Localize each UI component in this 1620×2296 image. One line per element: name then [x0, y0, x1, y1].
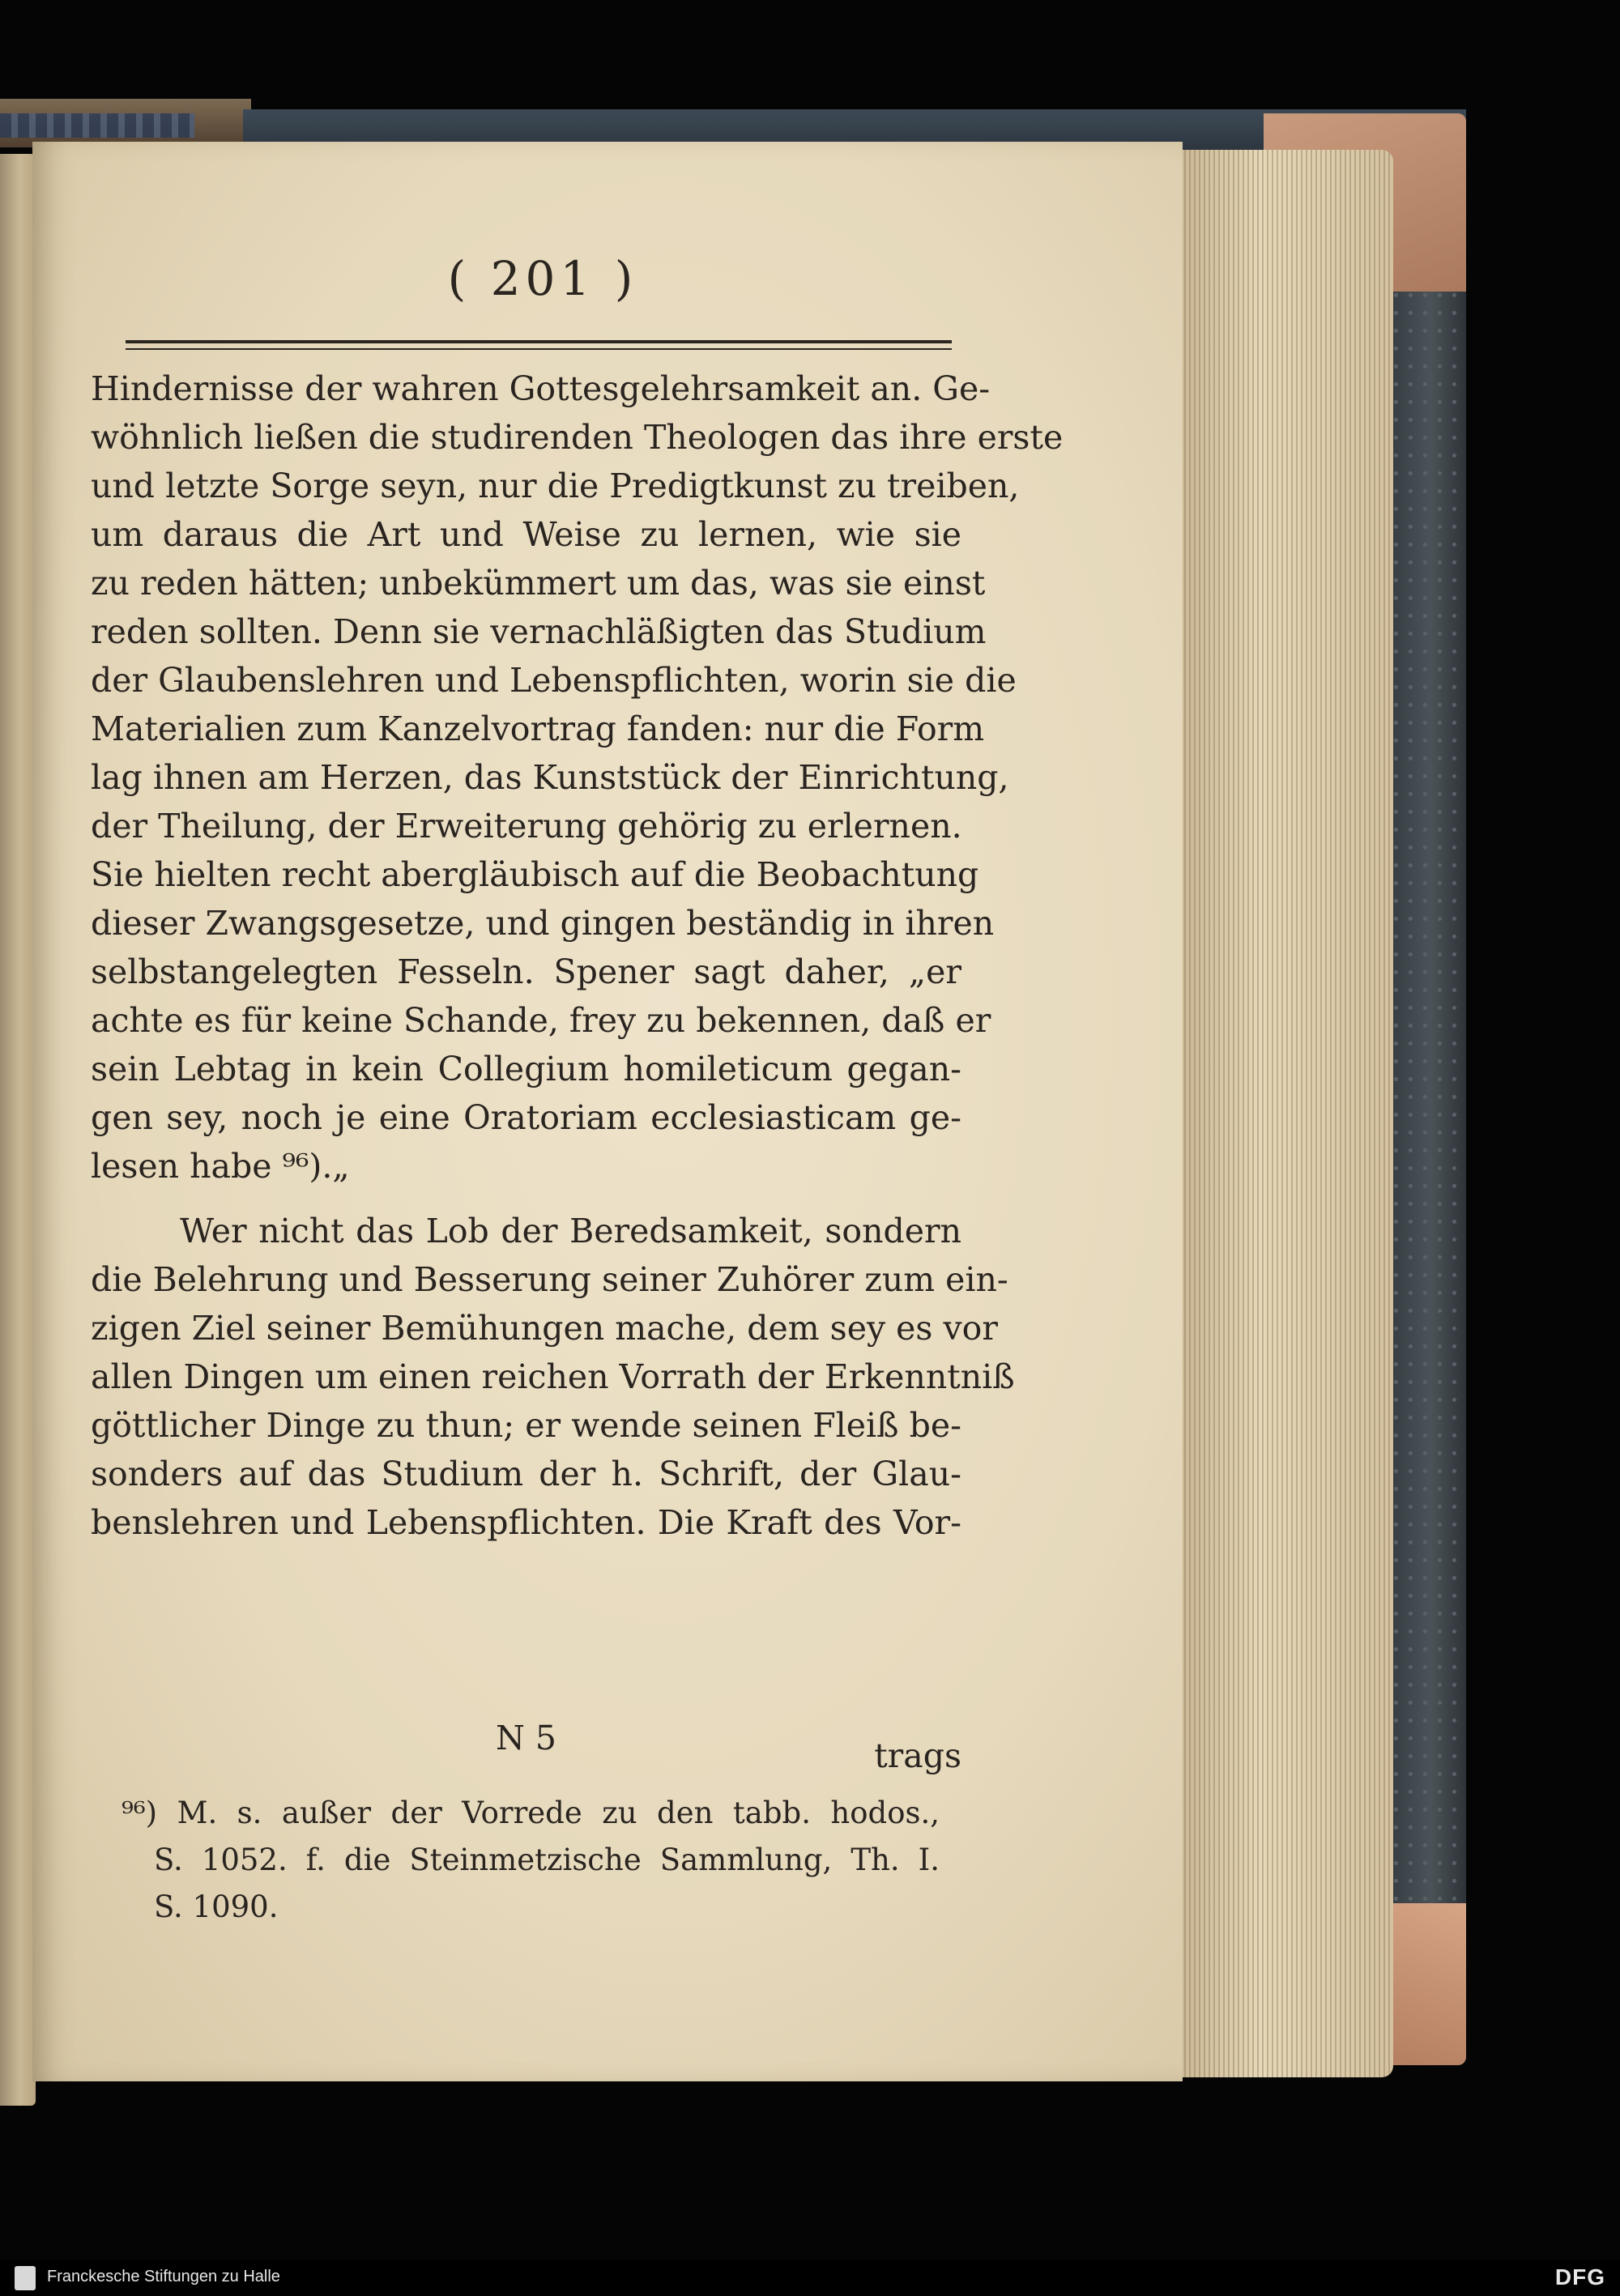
text-line: zu reden hätten; unbekümmert um das, was sie einst: [91, 564, 986, 603]
signature-mark: N 5: [496, 1719, 556, 1757]
text-line: achte es für keine Schande, frey zu bekennen, daß er: [91, 1001, 991, 1040]
text-line: göttlicher Dinge zu thun; er wende seinen Fleiß be-: [91, 1406, 961, 1445]
text-line: Wer nicht das Lob der Beredsamkeit, sondern: [180, 1212, 961, 1250]
left-page-edge: [0, 154, 36, 2106]
footnote: [122, 1790, 940, 1931]
signature-line: [91, 1719, 961, 1775]
text-line: um daraus die Art und Weise zu lernen, wie sie: [91, 515, 961, 554]
text-line: gen sey, noch je eine Oratoriam ecclesiasticam ge-: [91, 1098, 961, 1137]
paragraph-2: [91, 1207, 1015, 1547]
page-number-header: ( 201 ): [447, 251, 638, 306]
text-line: dieser Zwangsgesetze, und gingen beständig in ihren: [91, 904, 995, 943]
body-text: [91, 364, 1064, 1547]
text-line: lesen habe ⁹⁶).„: [91, 1147, 350, 1186]
text-line: lag ihnen am Herzen, das Kunststück der Einrichtung,: [91, 758, 1009, 797]
page-edges: [1174, 150, 1393, 2077]
text-line: Materialien zum Kanzelvortrag fanden: nur die Form: [91, 709, 985, 748]
text-line: die Belehrung und Besserung seiner Zuhörer zum ein-: [91, 1260, 1008, 1299]
text-line: der Theilung, der Erweiterung gehörig zu erlernen.: [91, 807, 962, 846]
text-line: zigen Ziel seiner Bemühungen mache, dem sey es vor: [91, 1309, 998, 1348]
text-line: selbstangelegten Fesseln. Spener sagt daher, „er: [91, 952, 961, 991]
text-line: und letzte Sorge seyn, nur die Predigtkunst zu treiben,: [91, 466, 1020, 505]
text-line: der Glaubenslehren und Lebenspflichten, worin sie die: [91, 661, 1017, 700]
institution-logo-icon: [15, 2266, 36, 2290]
footnote-line: S. 1090.: [154, 1889, 279, 1924]
text-line: wöhnlich ließen die studirenden Theologen das ihre erste: [91, 418, 1064, 457]
text-line: sein Lebtag in kein Collegium homileticum gegan-: [91, 1050, 961, 1088]
text-line: Hindernisse der wahren Gottesgelehrsamkeit an. Ge-: [91, 369, 991, 408]
dfg-logo: DFG: [1554, 2264, 1605, 2290]
text-line: allen Dingen um einen reichen Vorrath der Erkenntniß: [91, 1357, 1015, 1396]
text-line: reden sollten. Denn sie vernachläßigten das Studium: [91, 612, 987, 651]
footer-bar: [0, 2260, 1620, 2296]
header-rule-thin: [126, 348, 952, 350]
left-binding-label: [0, 113, 194, 138]
header-rule: [126, 340, 952, 343]
footnote-line: S. 1052. f. die Steinmetzische Sammlung, Th. I.: [154, 1842, 940, 1877]
text-line: benslehren und Lebenspflichten. Die Kraft des Vor-: [91, 1503, 961, 1542]
text-line: Sie hielten recht abergläubisch auf die Beobachtung: [91, 855, 979, 894]
footnote-line: ⁹⁶) M. s. außer der Vorrede zu den tabb. hodos.,: [122, 1795, 940, 1830]
text-line: sonders auf das Studium der h. Schrift, der Glau-: [91, 1455, 961, 1493]
institution-name: Franckesche Stiftungen zu Halle: [47, 2268, 280, 2285]
paragraph-1: [91, 364, 1064, 1191]
catchword: trags: [874, 1736, 961, 1775]
